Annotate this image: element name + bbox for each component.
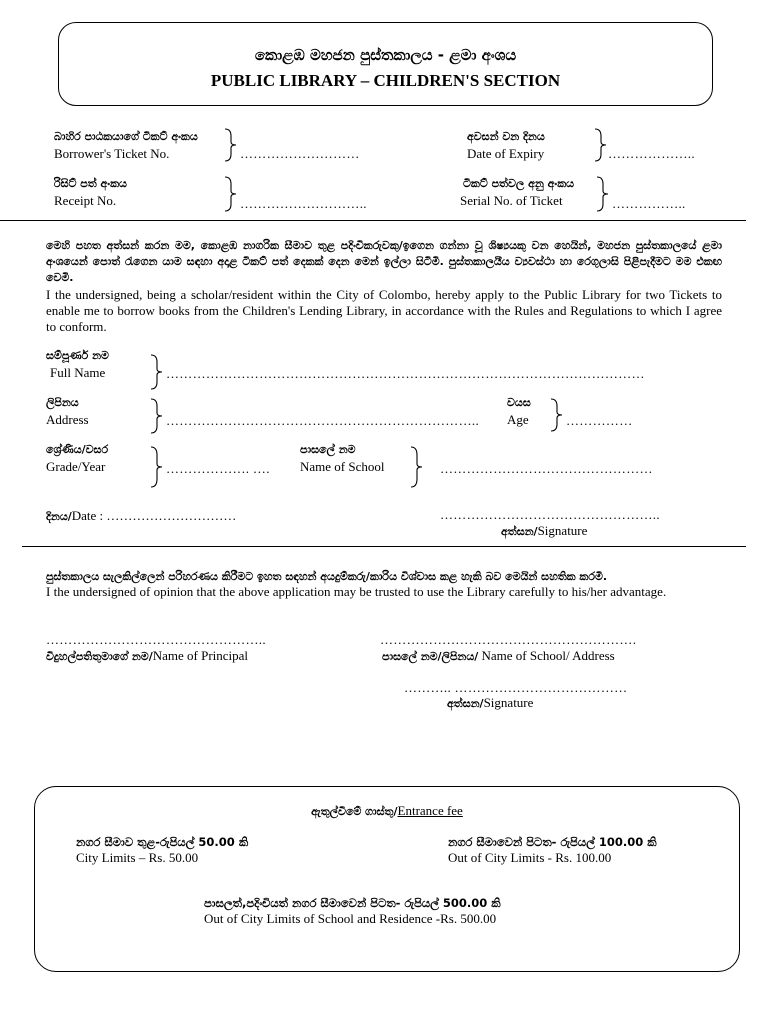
receipt-label-si: රිසිට් පත් අංකය [54,177,127,190]
address-field[interactable]: …………………………………………………………….. [166,413,479,428]
principal-text: I the undersigned of opinion that the above application may be trusted to use the Library carefully to his/her advantage. [46,584,667,599]
grade-label-si: ශ්‍රේණිය/වසර [46,443,109,456]
principal-text-si: පුස්තකාලය සැලකිල්ලෙන් පරිහරණය කිරීමට ඉහත සඳහන් අයදුම්කරු/කාරිය විශ්වාස කළ හැකි බව මෙයින් සහතික කරමි. [46,570,608,583]
signature-label-si: අත්සන/ [501,525,538,538]
signature-field[interactable]: ………………………………………….. [440,507,660,522]
receipt-field[interactable]: ……………………….. [240,196,367,211]
serial-label: Serial No. of Ticket [460,193,563,208]
application-text-si: මෙහි පහත අත්සන් කරන මම, කොළඹ නාගරික සීමාව තුළ පදිංචිකරුවකු/ඉගෙන ගන්නා වූ ශිෂ්‍යයකු වන හෙයින්, මහජන පුස්තකාලයේ ළමා අංශයෙන් පොත් රැගෙන යාම සඳහා අදාළ ටිකට් පත් දෙකක් දෙන මෙන් ඉල්ලා සිටිමි. පුස්තකාලයීය ව්‍යවස්ථා හා රෙගුලාසි පිළිපැදීමට මම එකඟ වෙමි. [46,239,722,284]
expiry-brace [594,128,608,162]
signature-label: Signature [537,523,588,538]
receipt-brace [224,176,238,212]
age-label: Age [507,412,529,427]
address-label: Address [46,412,89,427]
date-row [46,507,236,525]
signature-row [501,522,587,540]
date-label-si: දිනය/ [46,510,72,523]
school-label: Name of School [300,459,385,474]
principal-signature-field[interactable]: ……….. ………………………………… [404,680,628,695]
age-label-si: වයස [507,396,531,409]
header-box [58,22,713,106]
principal-signature-label: Signature [483,695,534,710]
fee-title-si: ඇතුල්වීමේ ගාස්තු/ [311,805,398,818]
borrower-ticket-label: Borrower's Ticket No. [54,146,170,161]
fee-out-city: Out of City Limits - Rs. 100.00 [448,850,612,865]
serial-field[interactable]: …………….. [612,196,686,211]
borrower-ticket-brace [224,128,238,162]
fee-title-row [34,802,740,820]
fee-title: Entrance fee [397,803,463,818]
school-address-row [382,647,615,665]
application-text: I the undersigned, being a scholar/resident within the City of Colombo, hereby apply to the Public Library for two Tickets to enable me to borrow books from the Children's Lending Library, in accordance with the Rules and Regulations to which I agree to conform. [46,287,722,334]
principal-name-row [46,647,248,665]
grade-field[interactable]: ………………. …. [166,461,270,476]
serial-brace [596,176,610,212]
borrower-ticket-label-si: බාහිර පාඨකයාගේ ටිකට් අංකය [54,130,198,143]
school-brace [410,446,424,488]
full-name-field[interactable]: ……………………………………………………………………………………………… [166,366,645,381]
title-english: PUBLIC LIBRARY – CHILDREN'S SECTION [210,71,561,90]
receipt-label: Receipt No. [54,193,117,208]
address-label-si: ලිපිනය [46,396,79,409]
school-address-label: Name of School/ Address [478,648,615,663]
divider-middle [22,546,746,547]
expiry-label: Date of Expiry [467,146,545,161]
principal-signature-row [447,694,533,712]
school-address-label-si: පාසලේ නම/ලිපිනය/ [382,650,479,663]
school-address-field[interactable]: …………………………………………………. [380,632,637,647]
principal-signature-label-si: අත්සන/ [447,697,484,710]
principal-name-label: Name of Principal [152,648,249,663]
school-field[interactable]: ………………………………………… [440,461,653,476]
borrower-ticket-field[interactable]: ……………………… [240,146,360,161]
age-brace [550,398,564,432]
fee-city: City Limits – Rs. 50.00 [76,850,199,865]
full-name-brace [150,354,164,390]
fee-city-si: නගර සීමාව තුළ-රුපියල් 50.00 කි [76,835,249,849]
date-label[interactable]: Date : ………………………… [71,508,237,523]
fee-school-residence-si: පාසලත්,පදිංචියත් නගර සීමාවෙන් පිටත- රුපියල් 500.00 කි [204,896,501,910]
age-field[interactable]: …………… [566,413,633,428]
expiry-label-si: අවසන් වන දිනය [467,130,545,143]
expiry-field[interactable]: ……………….. [608,146,695,161]
address-brace [150,398,164,434]
full-name-label-si: සම්පූර්ණ නම [46,349,109,362]
principal-name-label-si: විදුහල්පතිතුමාගේ නම/ [46,650,153,663]
fee-out-city-si: නගර සීමාවෙන් පිටත- රුපියල් 100.00 කි [448,835,657,849]
divider-top [0,220,746,221]
principal-name-field[interactable]: ………………………………………….. [46,632,266,647]
school-label-si: පාසලේ නම [300,443,356,456]
grade-label: Grade/Year [46,459,106,474]
title-sinhala: කොළඹ මහජන පුස්තකාලය - ළමා අංශය [254,46,517,64]
full-name-label: Full Name [50,365,106,380]
serial-label-si: ටිකට් පත්වල අනු අංකය [463,177,575,190]
fee-school-residence: Out of City Limits of School and Residence -Rs. 500.00 [204,911,497,926]
grade-brace [150,446,164,488]
